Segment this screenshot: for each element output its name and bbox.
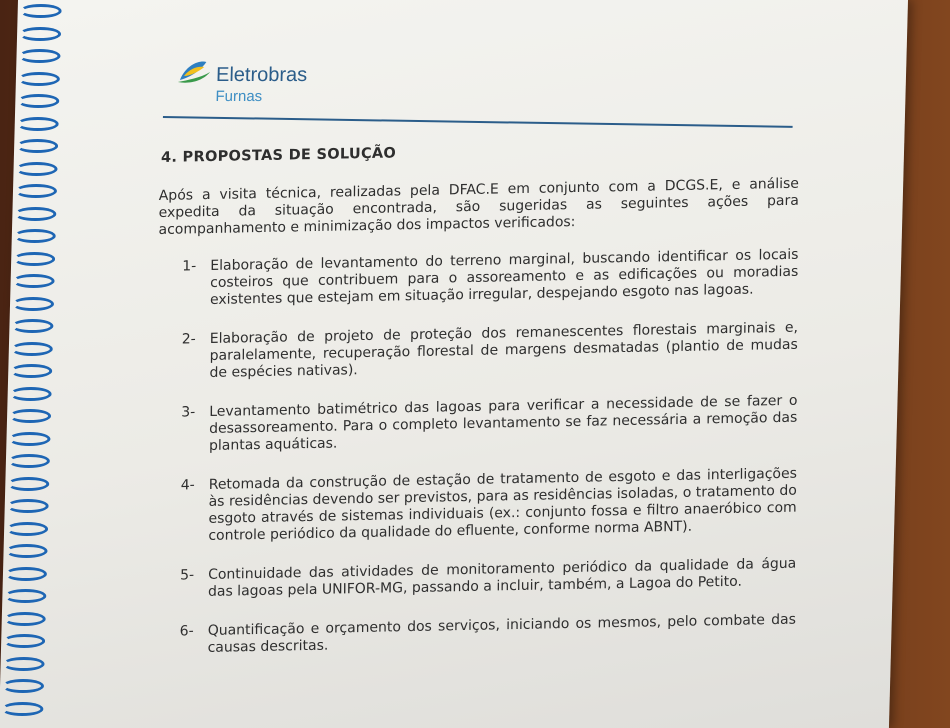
list-item-text: Retomada da construção de estação de tratamento de esgoto e das interligações às residências devendo ser previstos, para as residências isoladas, o tratamento do esgoto através de sistemas individuais (ex.: conjunto fossa e filtro anaeróbico com controle periódico da qualidade do efluente, conforme norma ABNT). — [208, 465, 797, 544]
spiral-ring — [20, 4, 62, 18]
spiral-ring — [2, 657, 44, 671]
list-item — [180, 465, 797, 545]
spiral-ring — [7, 477, 49, 491]
section-heading: 4. PROPOSTAS DE SOLUÇÃO — [160, 145, 397, 166]
list-item-number: 5- — [180, 567, 195, 584]
spiral-ring — [17, 94, 59, 108]
spiral-ring — [11, 319, 53, 333]
intro-paragraph: Após a visita técnica, realizadas pela DFAC.E em conjunto com a DCGS.E, e análise expedita da situação encontrada, são sugeridas as seguintes ações para acompanhamento e minimização dos impactos verificados: — [158, 175, 800, 238]
logo-leaf-icon — [176, 58, 213, 84]
list-item-number: 2- — [181, 331, 196, 348]
list-item-number: 4- — [180, 477, 195, 494]
list-item-text: Quantificação e orçamento dos serviços, iniciando os mesmos, pelo combate das causas descritas. — [207, 611, 796, 656]
logo-name: Eletrobras — [215, 64, 308, 86]
spiral-ring — [14, 207, 56, 221]
spiral-ring — [16, 139, 58, 153]
spiral-ring — [10, 387, 52, 401]
list-item-number: 6- — [179, 623, 194, 640]
list-item-number: 1- — [182, 258, 197, 275]
spiral-ring — [11, 342, 53, 356]
spiral-ring — [6, 522, 48, 536]
spiral-ring — [18, 72, 60, 86]
list-item-text: Elaboração de levantamento do terreno marginal, buscando identificar os locais costeiros que contribuem para o assoreamento e as edificações ou moradias existentes que estejam em situação irregular, despejando esgoto nas lagoas. — [209, 246, 799, 308]
spiral-ring — [8, 432, 50, 446]
spiral-ring — [14, 229, 56, 243]
list-item-text: Continuidade das atividades de monitoramento periódico da qualidade da água das lagoas pela UNIFOR-MG, passando a incluir, também, a Lagoa do Petito. — [207, 555, 797, 600]
list-item — [179, 611, 796, 657]
spiral-ring — [4, 612, 46, 626]
logo-subtitle: Furnas — [215, 88, 263, 105]
spiral-ring — [9, 409, 51, 423]
spiral-ring — [13, 252, 55, 266]
spiral-ring — [5, 567, 47, 581]
spiral-ring — [19, 27, 61, 41]
spiral-ring — [17, 117, 59, 131]
spiral-ring — [12, 297, 54, 311]
list-item — [182, 246, 799, 309]
spiral-ring — [18, 49, 60, 63]
spiral-ring — [1, 702, 43, 716]
spiral-ring — [2, 679, 44, 693]
list-item — [181, 319, 799, 382]
header-divider — [163, 116, 793, 128]
spiral-ring — [4, 589, 46, 603]
list-item — [180, 555, 797, 601]
spiral-ring — [10, 364, 52, 378]
list-item-text: Levantamento batimétrico das lagoas para verificar a necessidade de se fazer o desassoreamento. Para o completo levantamento se faz necessária a remoção das plantas aquáticas. — [208, 392, 798, 454]
spiral-ring — [15, 184, 57, 198]
list-item — [181, 392, 798, 455]
document-content — [155, 138, 799, 680]
spiral-ring — [7, 499, 49, 513]
spiral-ring — [3, 634, 45, 648]
spiral-ring — [12, 274, 54, 288]
spiral-ring — [5, 544, 47, 558]
spiral-ring — [8, 454, 50, 468]
spiral-ring — [15, 162, 57, 176]
list-item-text: Elaboração de projeto de proteção dos remanescentes florestais marginais e, paralelamente, recuperação florestal de margens desmatadas (plantio de mudas de espécies nativas). — [209, 319, 799, 381]
list-item-number: 3- — [181, 404, 196, 421]
